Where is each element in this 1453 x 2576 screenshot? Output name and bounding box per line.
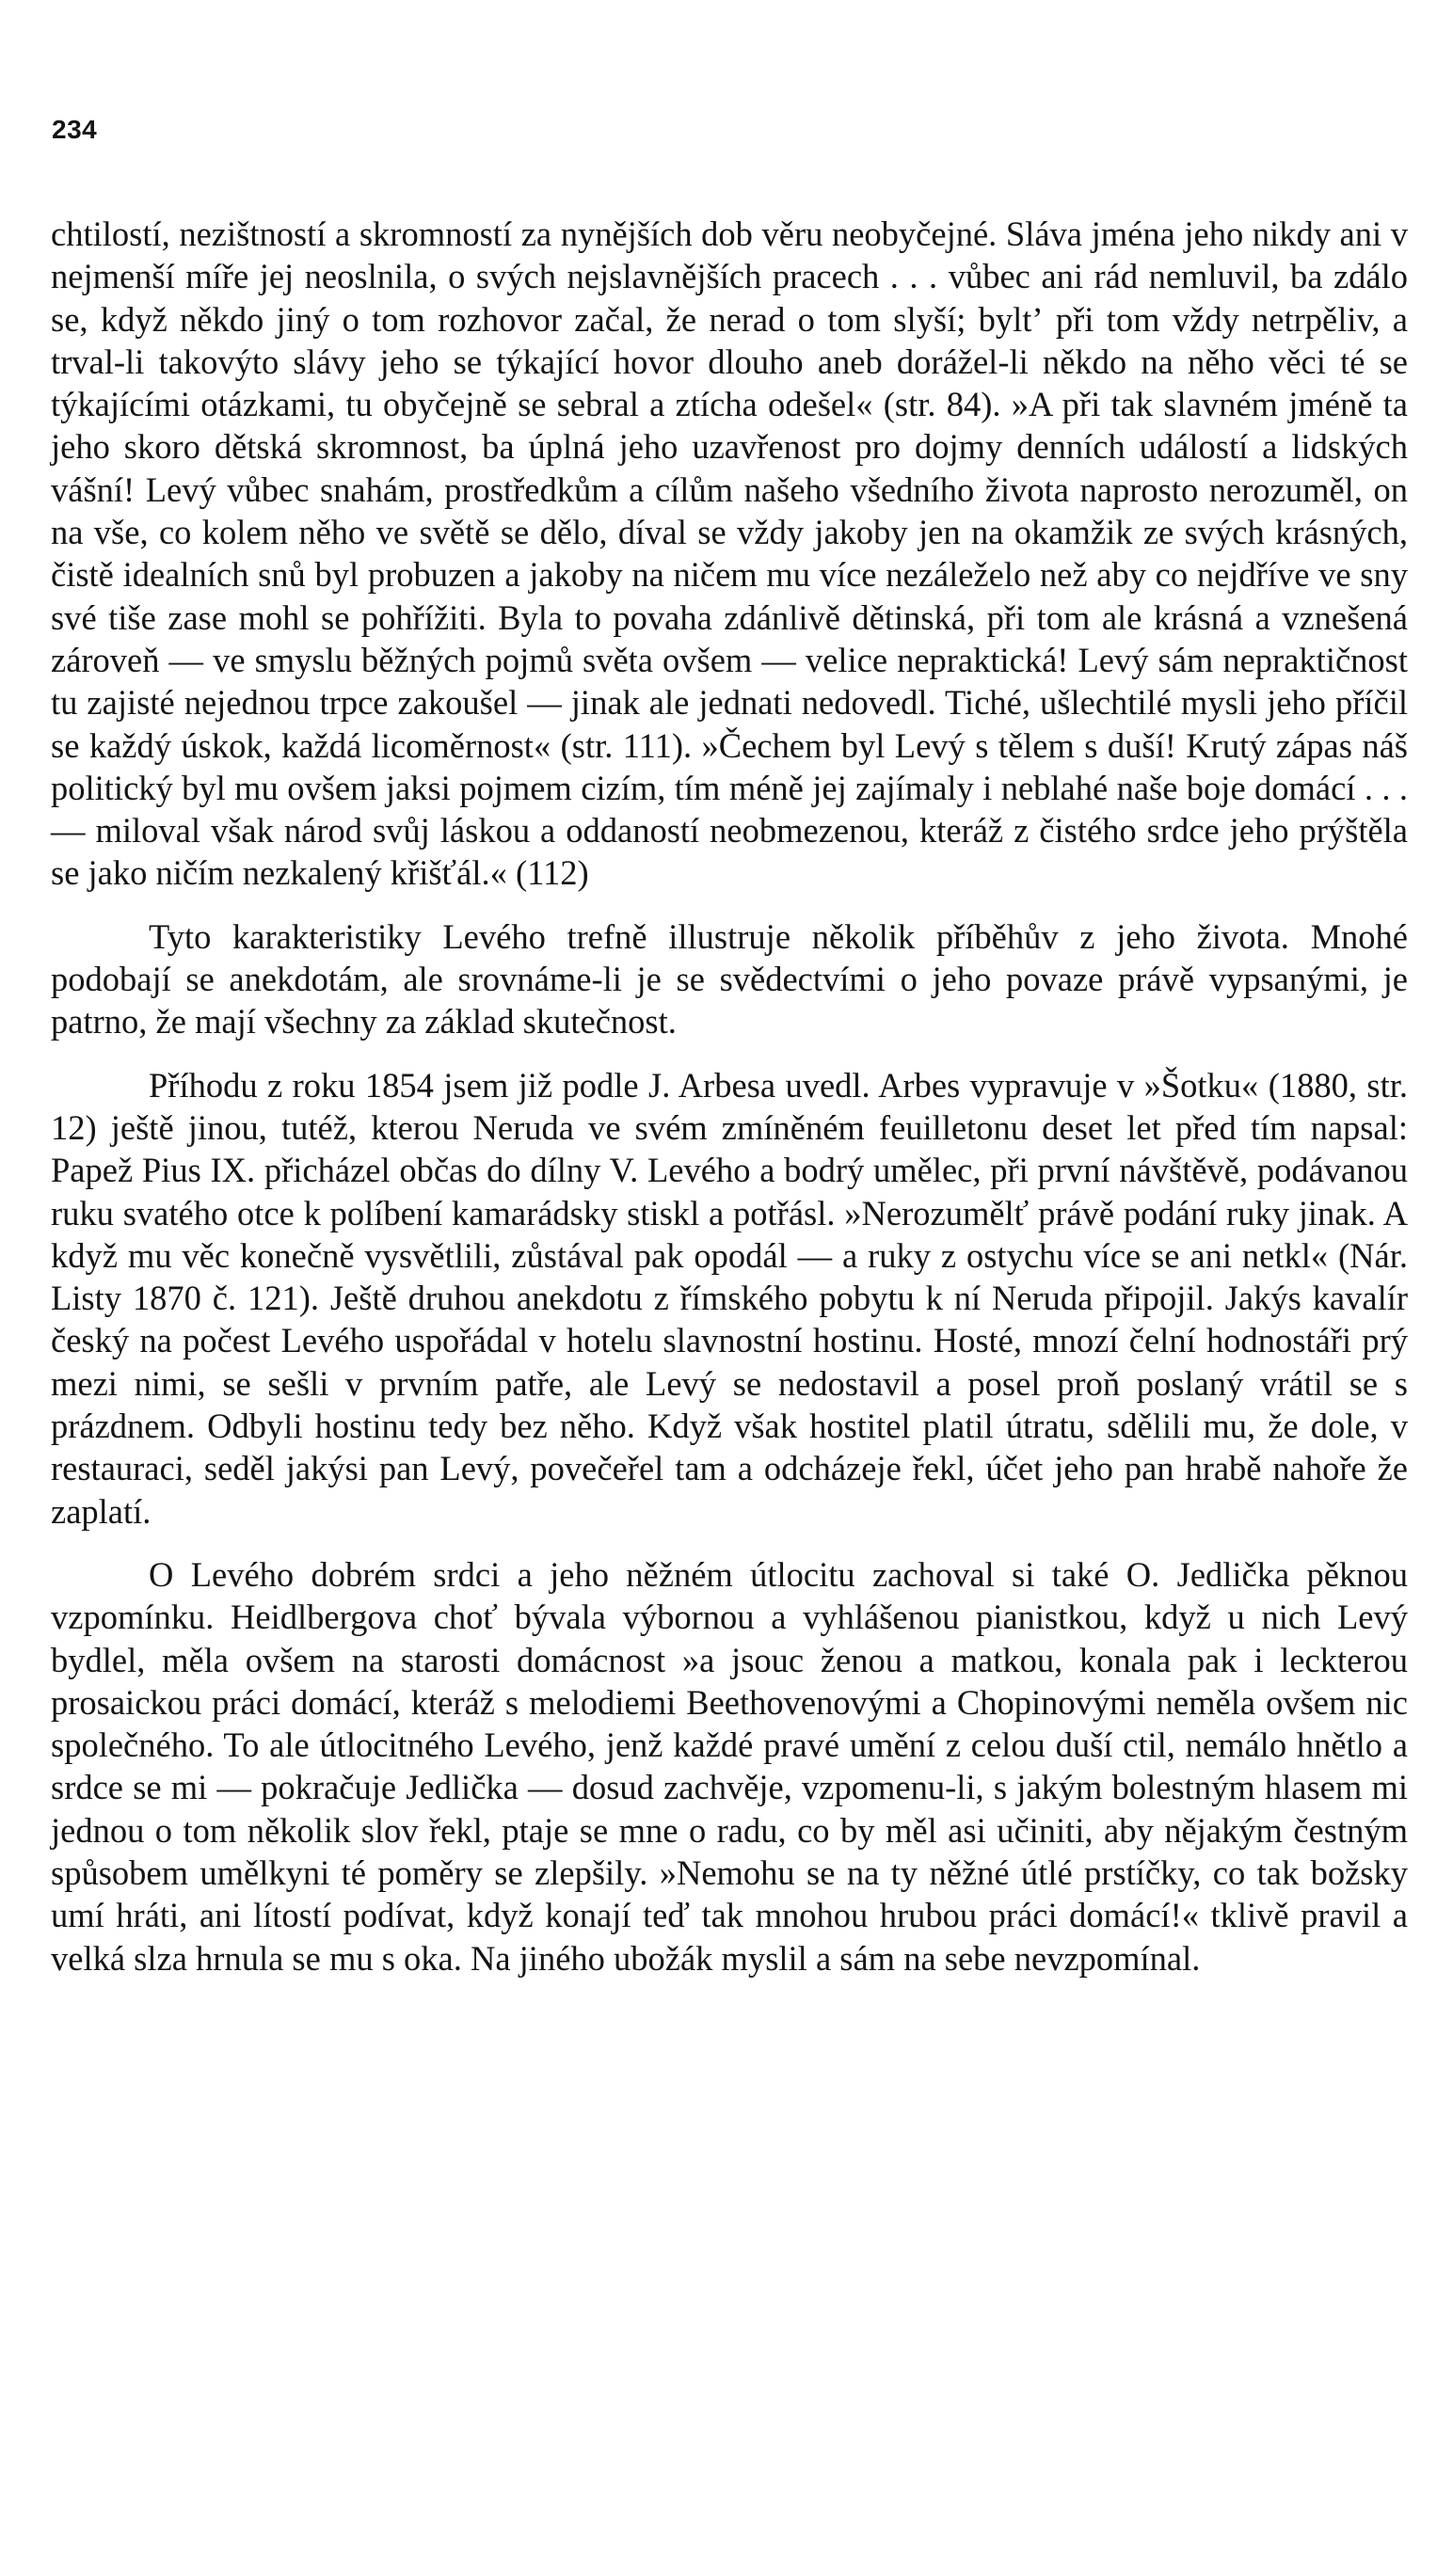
paragraph-jedlicka-memory: O Levého dobrém srdci a jeho něžném útlocitu zachoval si také O. Jedlička pěknou vzpomínku. Heidlbergova choť bývala výbornou a vyhlášenou pianistkou, když u nich Levý bydlel, měla ovšem na starosti domácnost »a jsouc ženou a matkou, konala pak i leckterou prosaickou práci domácí, kteráž s melodiemi Beethovenovými a Chopinovými neměla ovšem nic společného. To ale útlocitného Levého, jenž každé pravé umění z celou duší ctil, nemálo hnětlo a srdce se mi — pokračuje Jedlička — dosud zachvěje, vzpomenu-li, s jakým bolestným hlasem mi jednou o tom několik slov řekl, ptaje se mne o radu, co by měl asi učiniti, aby nějakým čestným spůsobem umělkyni té poměry se zlepšily. »Nemohu se na ty něžné útlé prstíčky, co tak božsky umí hráti, ani lítostí podívat, když konají teď tak mnohou hrubou práci domácí!« tklivě pravil a velká slza hrnula se mu s oka. Na jiného ubožák myslil a sám na sebe nevzpomínal.	[51, 1554, 1408, 1978]
paragraph-anecdotes: Příhodu z roku 1854 jsem již podle J. Arbesa uvedl. Arbes vypravuje v »Šotku« (1880, str. 12) ještě jinou, tutéž, kterou Neruda ve svém zmíněném feuilletonu deset let před tím napsal: Papež Pius IX. přicházel občas do dílny V. Levého a bodrý umělec, při první návštěvě, podávanou ruku svatého otce k políbení kamarádsky stiskl a potřásl. »Nerozumělť právě podání ruky jinak. A když mu věc konečně vysvětlili, zůstával pak opodál — a ruky z ostychu více se ani netkl« (Nár. Listy 1870 č. 121). Ještě druhou anekdotu z římského pobytu k ní Neruda připojil. Jakýs kavalír český na počest Levého uspořádal v hotelu slavnostní hostinu. Hosté, mnozí čelní hodnostáři prý mezi nimi, se sešli v prvním patře, ale Levý se nedostavil a posel proň poslaný vrátil se s prázdnem. Odbyli hostinu tedy bez něho. Když však hostitel platil útratu, sdělili mu, že dole, v restauraci, seděl jakýsi pan Levý, povečeřel tam a odcházeje řekl, účet jeho pan hrabě nahoře že zaplatí.	[51, 1065, 1408, 1531]
paragraph-continued: chtilostí, nezištností a skromností za nynějších dob věru neobyčejné. Sláva jména jeho nikdy ani v nejmenší míře jej neoslnila, o svých nejslavnějších pracech . . . vůbec ani rád nemluvil, ba zdálo se, když někdo jiný o tom rozhovor začal, že nerad o tom slyší; byltʼ při tom vždy netrpěliv, a trval-li takovýto slávy jeho se týkající hovor dlouho aneb dorážel-li někdo na něho věci té se týkajícími otázkami, tu obyčejně se sebral a ztícha odešel« (str. 84). »A při tak slavném jméně ta jeho skoro dětská skromnost, ba úplná jeho uzavřenost pro dojmy denních událostí a lidských vášní! Levý vůbec snahám, prostředkům a cílům našeho všedního života naprosto nerozuměl, on na vše, co kolem něho ve světě se dělo, díval se vždy jakoby jen na okamžik ze svých krásných, čistě idealních snů byl probuzen a jakoby na ničem mu více nezáleželo než aby co nejdříve ve sny své tiše zase mohl se pohřížiti. Byla to povaha zdánlivě dětinská, při tom ale krásná a vznešená zároveň — ve smyslu běžných pojmů světa ovšem — velice nepraktická! Levý sám nepraktičnost tu zajisté nejednou trpce zakoušel — jinak ale jednati nedovedl. Tiché, ušlechtilé mysli jeho příčil se každý úskok, každá licoměrnost« (str. 111). »Čechem byl Levý s tělem s duší! Krutý zápas náš politický byl mu ovšem jaksi pojmem cizím, tím méně jej zajímaly i neblahé naše boje domácí . . . — miloval však národ svůj láskou a oddaností neobmezenou, kteráž z čistého srdce jeho prýštěla se jako ničím nezkalený křišťál.« (112)	[51, 215, 1408, 893]
page-number: 234	[52, 115, 98, 144]
paragraph-characteristics: Tyto karakteristiky Levého trefně illustruje několik příběhův z jeho života. Mnohé podobají se anekdotám, ale srovnáme-li je se svědectvími o jeho povaze právě vypsanými, je patrno, že mají všechny za základ skutečnost.	[51, 916, 1408, 1042]
page-body	[51, 213, 1408, 1980]
